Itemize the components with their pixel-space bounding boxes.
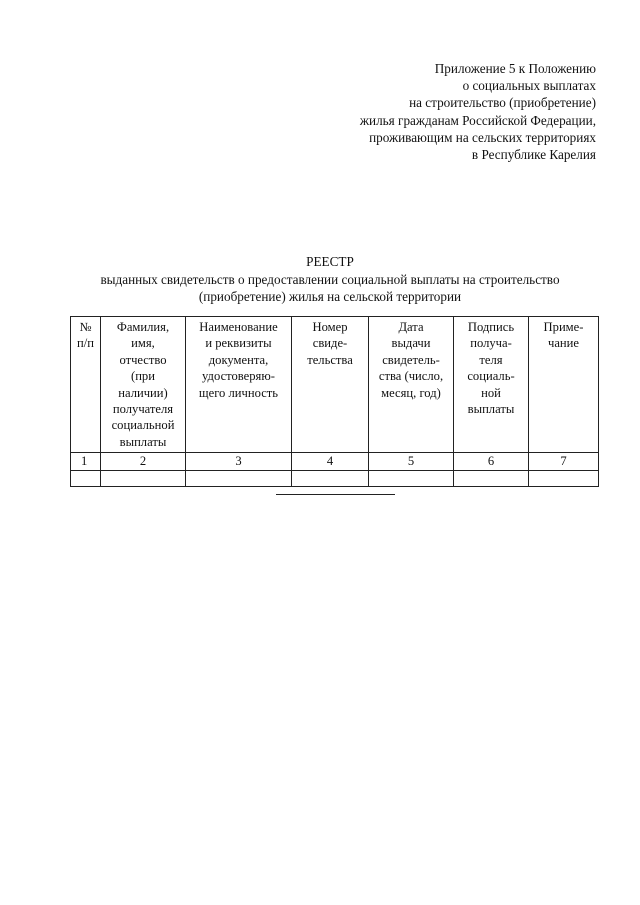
column-number-row — [71, 453, 599, 470]
column-header-line: Подпись — [467, 320, 515, 334]
empty-cell — [292, 470, 369, 486]
column-header-line: социаль- — [467, 369, 515, 384]
column-header-line: Дата — [398, 320, 424, 334]
empty-cell — [454, 470, 529, 486]
column-header-line: выплаты — [119, 434, 167, 449]
column-header-line: и реквизиты — [205, 336, 272, 351]
column-header-line: свиде- — [312, 336, 348, 351]
column-number-cell: 6 — [454, 453, 529, 470]
appendix-note — [360, 60, 596, 163]
column-header-signature — [454, 317, 529, 453]
header-row — [71, 317, 599, 453]
column-header-line: отчество — [119, 352, 167, 367]
closing-divider — [276, 494, 395, 495]
column-header-line: выплаты — [467, 402, 515, 417]
column-header-line: Наименование — [199, 320, 278, 334]
column-header-line: наличии) — [118, 385, 168, 400]
empty-cell — [71, 470, 101, 486]
column-header-line: социальной — [111, 418, 175, 433]
title-line: (приобретение) жилья на сельской территории — [198, 289, 462, 304]
column-header-certificate-number — [292, 317, 369, 453]
document-title — [60, 253, 600, 306]
column-number-cell: 3 — [186, 453, 292, 470]
empty-cell — [101, 470, 186, 486]
column-number-cell: 4 — [292, 453, 369, 470]
empty-cell — [369, 470, 454, 486]
title-line: выданных свидетельств о предоставлении социальной выплаты на строительство — [100, 271, 560, 287]
column-header-line: Приме- — [543, 320, 584, 334]
column-header-full-name — [101, 317, 186, 453]
column-header-id-document — [186, 317, 292, 453]
column-header-note — [529, 317, 599, 453]
column-header-line: месяц, год) — [381, 385, 441, 400]
appendix-line: жилья гражданам Российской Федерации, — [359, 112, 596, 128]
column-header-line: получателя — [112, 402, 174, 417]
column-header-line: свидетель- — [382, 352, 440, 367]
column-header-line: удостоверяю- — [202, 369, 275, 384]
column-header-line: имя, — [131, 336, 155, 351]
column-number-cell: 5 — [369, 453, 454, 470]
column-header-line: теля — [479, 352, 503, 367]
empty-cell — [186, 470, 292, 486]
column-header-line: Номер — [312, 320, 348, 334]
empty-cell — [529, 470, 599, 486]
column-number-cell: 7 — [529, 453, 599, 470]
column-header-line: ства (число, — [378, 369, 444, 384]
column-header-line: тельства — [307, 352, 353, 367]
column-header-line: ной — [481, 385, 501, 400]
column-header-line: п/п — [77, 336, 94, 351]
appendix-line: проживающим на сельских территориях — [369, 129, 596, 145]
column-header-line: Фамилия, — [116, 320, 170, 334]
appendix-line: о социальных выплатах — [462, 78, 596, 94]
column-header-number — [71, 317, 101, 453]
appendix-line: Приложение 5 к Положению — [434, 61, 596, 76]
empty-data-row — [71, 470, 599, 486]
column-header-line: (при — [131, 369, 155, 384]
appendix-line: на строительство (приобретение) — [409, 95, 596, 111]
column-header-line: документа, — [208, 352, 269, 367]
column-header-line: щего личность — [198, 385, 279, 400]
column-number-cell: 2 — [101, 453, 186, 470]
column-header-line: чание — [548, 336, 579, 351]
column-header-line: выдачи — [391, 336, 431, 351]
column-header-line: № — [79, 320, 92, 334]
column-number-cell: 1 — [71, 453, 101, 470]
appendix-line: в Республике Карелия — [471, 147, 596, 163]
column-header-issue-date — [369, 317, 454, 453]
column-header-line: получа- — [470, 336, 512, 351]
registry-table — [70, 316, 599, 487]
title-heading: РЕЕСТР — [306, 254, 354, 269]
